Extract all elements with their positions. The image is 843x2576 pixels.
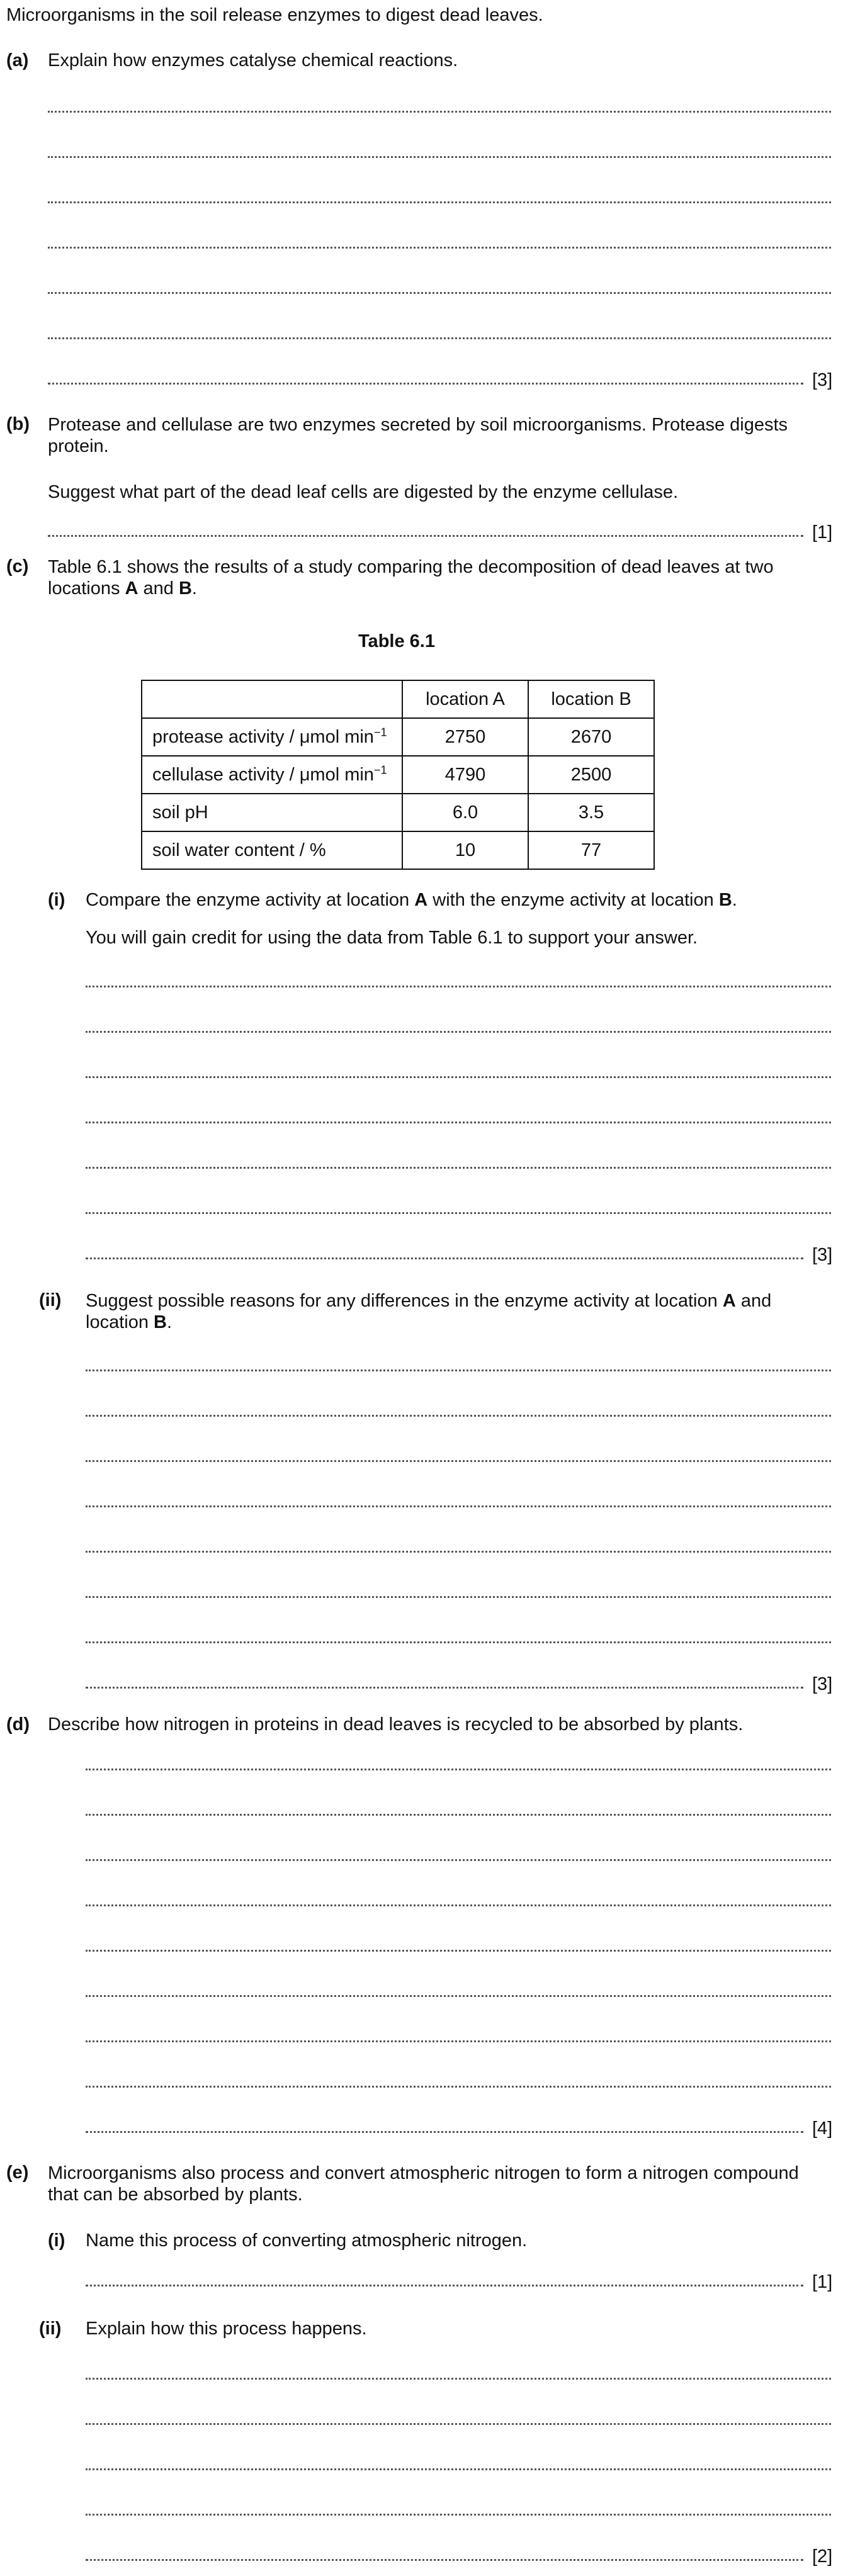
- part-d-label: (d): [6, 1714, 30, 1735]
- part-e-i-question: Name this process of converting atmospheric nitrogen.: [86, 2230, 528, 2251]
- answer-line[interactable]: [86, 1950, 831, 1952]
- answer-line[interactable]: [86, 1122, 831, 1123]
- table-title: Table 6.1: [358, 631, 435, 651]
- answer-line[interactable]: [86, 1370, 831, 1371]
- table-header-location-b: location B: [528, 680, 654, 718]
- part-a-marks: [3]: [812, 370, 833, 390]
- answer-line[interactable]: [86, 2423, 831, 2425]
- cell-location-b: 2670: [528, 718, 654, 756]
- table-header-row: [142, 680, 654, 718]
- answer-line[interactable]: [86, 1551, 831, 1553]
- row-label: soil water content / %: [142, 831, 402, 869]
- data-table: [141, 680, 655, 870]
- cell-location-a: 2750: [402, 718, 528, 756]
- answer-line[interactable]: [48, 156, 831, 158]
- part-e-i-marks: [1]: [812, 2272, 833, 2292]
- answer-line[interactable]: [86, 986, 831, 987]
- part-e-ii-label: (ii): [39, 2319, 62, 2339]
- part-a-label: (a): [6, 50, 29, 70]
- answer-line[interactable]: [48, 337, 831, 339]
- part-c-i-label: (i): [48, 890, 65, 910]
- part-b-answer-line[interactable]: [48, 535, 803, 537]
- row-label: soil pH: [142, 794, 402, 831]
- row-label: cellulase activity / μmol $\min^{-1}$: [142, 756, 402, 794]
- answer-line[interactable]: [86, 1769, 831, 1770]
- table-row: [142, 718, 654, 756]
- cell-location-a: 10: [402, 831, 528, 869]
- answer-line[interactable]: [86, 1814, 831, 1816]
- part-a-question: Explain how enzymes catalyse chemical reactions.: [48, 50, 458, 70]
- answer-line[interactable]: [86, 1415, 831, 1417]
- row-label: protease activity / μmol $\min^{-1}$: [142, 718, 402, 756]
- answer-line[interactable]: [86, 1031, 831, 1033]
- part-c-i-marks: [3]: [812, 1245, 833, 1265]
- part-d-marks: [4]: [812, 2118, 833, 2139]
- answer-line[interactable]: [48, 247, 831, 249]
- part-e-ii-question: Explain how this process happens.: [86, 2319, 367, 2339]
- part-b-text: Protease and cellulase are two enzymes secreted by soil microorganisms. Protease digests protein.: [48, 415, 788, 456]
- part-d-question: Describe how nitrogen in proteins in dead leaves is recycled to be absorbed by plants.: [48, 1714, 744, 1735]
- answer-line[interactable]: [86, 1505, 831, 1507]
- part-e-i-label: (i): [48, 2230, 65, 2251]
- answer-line[interactable]: [86, 1257, 803, 1259]
- cell-location-b: 3.5: [528, 794, 654, 831]
- answer-line[interactable]: [86, 2468, 831, 2470]
- answer-line[interactable]: [86, 1076, 831, 1078]
- part-c-label: (c): [6, 556, 29, 577]
- cell-location-a: 6.0: [402, 794, 528, 831]
- part-e-text: Microorganisms also process and convert atmospheric nitrogen to form a nitrogen compound that can be absorbed by plants.: [48, 2163, 799, 2205]
- answer-line[interactable]: [86, 1859, 831, 1861]
- cell-location-a: 4790: [402, 756, 528, 794]
- answer-line[interactable]: [86, 2514, 831, 2516]
- answer-line[interactable]: [86, 1995, 831, 1997]
- part-c-ii-label: (ii): [39, 1290, 62, 1310]
- answer-line[interactable]: [48, 201, 831, 203]
- part-e-ii-marks: [2]: [812, 2546, 833, 2567]
- part-e-label: (e): [6, 2163, 29, 2183]
- cell-location-b: 77: [528, 831, 654, 869]
- answer-line[interactable]: [86, 1167, 831, 1169]
- table-header-location-a: location A: [402, 680, 528, 718]
- answer-line[interactable]: [48, 292, 831, 294]
- part-b-question: Suggest what part of the dead leaf cells are digested by the enzyme cellulase.: [48, 482, 679, 502]
- answer-line[interactable]: [86, 2378, 831, 2380]
- table-row: [142, 756, 654, 794]
- cell-location-b: 2500: [528, 756, 654, 794]
- answer-line[interactable]: [86, 1904, 831, 1906]
- part-c-ii-marks: [3]: [812, 1674, 833, 1694]
- answer-line[interactable]: [86, 2086, 831, 2088]
- part-b-marks: [1]: [812, 522, 833, 543]
- intro-text: Microorganisms in the soil release enzymes to digest dead leaves.: [6, 5, 543, 25]
- answer-line[interactable]: [86, 2559, 803, 2561]
- part-c-i-note: You will gain credit for using the data from Table 6.1 to support your answer.: [86, 928, 698, 948]
- answer-line[interactable]: [48, 383, 803, 385]
- table-row: [142, 831, 654, 869]
- answer-line[interactable]: [86, 1687, 803, 1689]
- answer-line[interactable]: [48, 111, 831, 113]
- table-row: [142, 794, 654, 831]
- answer-line[interactable]: [86, 2040, 831, 2042]
- part-c-i-question: Compare the enzyme activity at location A with the enzyme activity at location B.: [86, 890, 737, 910]
- part-c-ii-question: Suggest possible reasons for any differences in the enzyme activity at location A and location B.: [86, 1291, 772, 1332]
- part-c-text: Table 6.1 shows the results of a study comparing the decomposition of dead leaves at two locations A and B.: [48, 557, 774, 599]
- answer-line[interactable]: [86, 1641, 831, 1643]
- table-header-empty: [142, 680, 402, 718]
- part-e-i-answer-line[interactable]: [86, 2285, 803, 2286]
- part-b-label: (b): [6, 414, 30, 434]
- answer-line[interactable]: [86, 1212, 831, 1214]
- answer-line[interactable]: [86, 1460, 831, 1462]
- answer-line[interactable]: [86, 1596, 831, 1598]
- answer-line[interactable]: [86, 2131, 803, 2133]
